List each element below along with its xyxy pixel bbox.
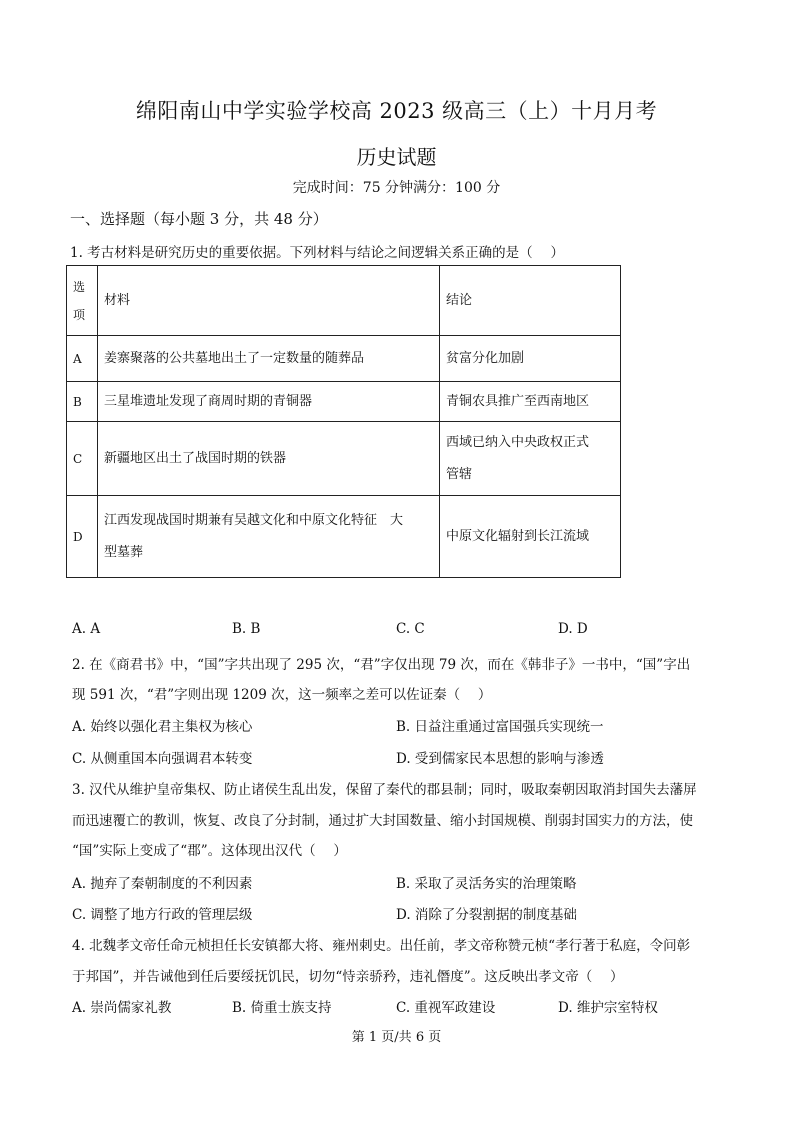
q2-stem-line: 现 591 次，“君”字则出现 1209 次，这一频率之差可以佐证秦（ ）	[72, 687, 492, 703]
q3-option-c[interactable]: C. 调整了地方行政的管理层级	[72, 907, 253, 923]
table-row	[67, 496, 621, 578]
row-material	[98, 496, 440, 578]
row-key: B	[67, 382, 98, 422]
row-material: 姜寨聚落的公共墓地出土了一定数量的随葬品	[98, 336, 440, 382]
row-material: 三星堆遗址发现了商周时期的青铜器	[98, 382, 440, 422]
q4-option-a[interactable]: A. 崇尚儒家礼教	[72, 1000, 172, 1016]
q3-stem-line: 而迅速覆亡的教训，恢复、改良了分封制，通过扩大封国数量、缩小封国规模、削弱封国实力的方法，使	[72, 813, 693, 829]
row-conclusion	[440, 422, 621, 496]
section-heading: 一、选择题（每小题 3 分，共 48 分）	[70, 210, 328, 228]
q3-stem-line: 3. 汉代从维护皇帝集权、防止诸侯生乱出发，保留了秦代的郡县制；同时，吸取秦朝因取消封国失去藩屏	[72, 782, 697, 798]
row-conclusion: 青铜农具推广至西南地区	[440, 382, 621, 422]
q1-stem: 1. 考古材料是研究历史的重要依据。下列材料与结论之间逻辑关系正确的是（ ）	[70, 245, 564, 261]
header-option-char: 项	[73, 307, 86, 322]
q4-stem-line: 于邦国”，并告诫他到任后要绥抚饥民，切勿“恃亲骄矜，违礼僭度”。这反映出孝文帝（ ）	[72, 969, 624, 985]
row-conclusion: 中原文化辐射到长江流域	[440, 496, 621, 578]
row-key: C	[67, 422, 98, 496]
row-key: A	[67, 336, 98, 382]
header-option-char: 选	[73, 279, 86, 294]
row-conclusion-line: 管辖	[446, 466, 473, 482]
header-option-cell	[67, 266, 98, 336]
q3-option-d[interactable]: D. 消除了分裂割据的制度基础	[396, 907, 577, 923]
table-row	[67, 382, 621, 422]
q3-option-a[interactable]: A. 抛弃了秦朝制度的不利因素	[72, 876, 253, 892]
page-footer: 第 1 页/共 6 页	[351, 1030, 442, 1045]
q4-stem-line: 4. 北魏孝文帝任命元桢担任长安镇都大将、雍州刺史。出任前，孝文帝称赞元桢“孝行著于私庭，令问彰	[72, 938, 691, 954]
row-conclusion: 贫富分化加剧	[440, 336, 621, 382]
q2-option-b[interactable]: B. 日益注重通过富国强兵实现统一	[396, 719, 604, 735]
table-header-row	[67, 266, 621, 336]
table-row	[67, 336, 621, 382]
q2-stem-line: 2. 在《商君书》中，“国”字共出现了 295 次，“君”字仅出现 79 次，而在《韩非子》一书中，“国”字出	[72, 657, 691, 673]
q3-option-b[interactable]: B. 采取了灵活务实的治理策略	[396, 876, 577, 892]
q4-option-c[interactable]: C. 重视军政建设	[396, 1000, 496, 1016]
exam-meta: 完成时间：75 分钟满分：100 分	[292, 180, 501, 196]
header-material-cell: 材料	[98, 266, 440, 336]
q2-option-c[interactable]: C. 从侧重国本向强调君本转变	[72, 751, 253, 767]
q1-option-c[interactable]: C. C	[396, 621, 425, 637]
row-material-line: 型墓葬	[104, 544, 144, 560]
q2-option-d[interactable]: D. 受到儒家民本思想的影响与渗透	[396, 751, 604, 767]
table-row	[67, 422, 621, 496]
header-conclusion-cell: 结论	[440, 266, 621, 336]
q3-stem-line: “国”实际上变成了“郡”。这体现出汉代（ ）	[72, 843, 347, 859]
q1-option-d[interactable]: D. D	[558, 621, 588, 637]
q1-option-a[interactable]: A. A	[72, 621, 101, 637]
row-key: D	[67, 496, 98, 578]
row-material-line: 江西发现战国时期兼有吴越文化和中原文化特征 大	[104, 512, 404, 528]
q1-table	[66, 265, 621, 578]
exam-subject: 历史试题	[356, 145, 437, 169]
q1-option-b[interactable]: B. B	[232, 621, 261, 637]
row-conclusion-line: 西域已纳入中央政权正式	[446, 434, 590, 450]
q2-option-a[interactable]: A. 始终以强化君主集权为核心	[72, 719, 253, 735]
q4-option-d[interactable]: D. 维护宗室特权	[558, 1000, 658, 1016]
exam-title: 绵阳南山中学实验学校高 2023 级高三（上）十月月考	[135, 99, 658, 123]
row-material: 新疆地区出土了战国时期的铁器	[98, 422, 440, 496]
q4-option-b[interactable]: B. 倚重士族支持	[232, 1000, 332, 1016]
